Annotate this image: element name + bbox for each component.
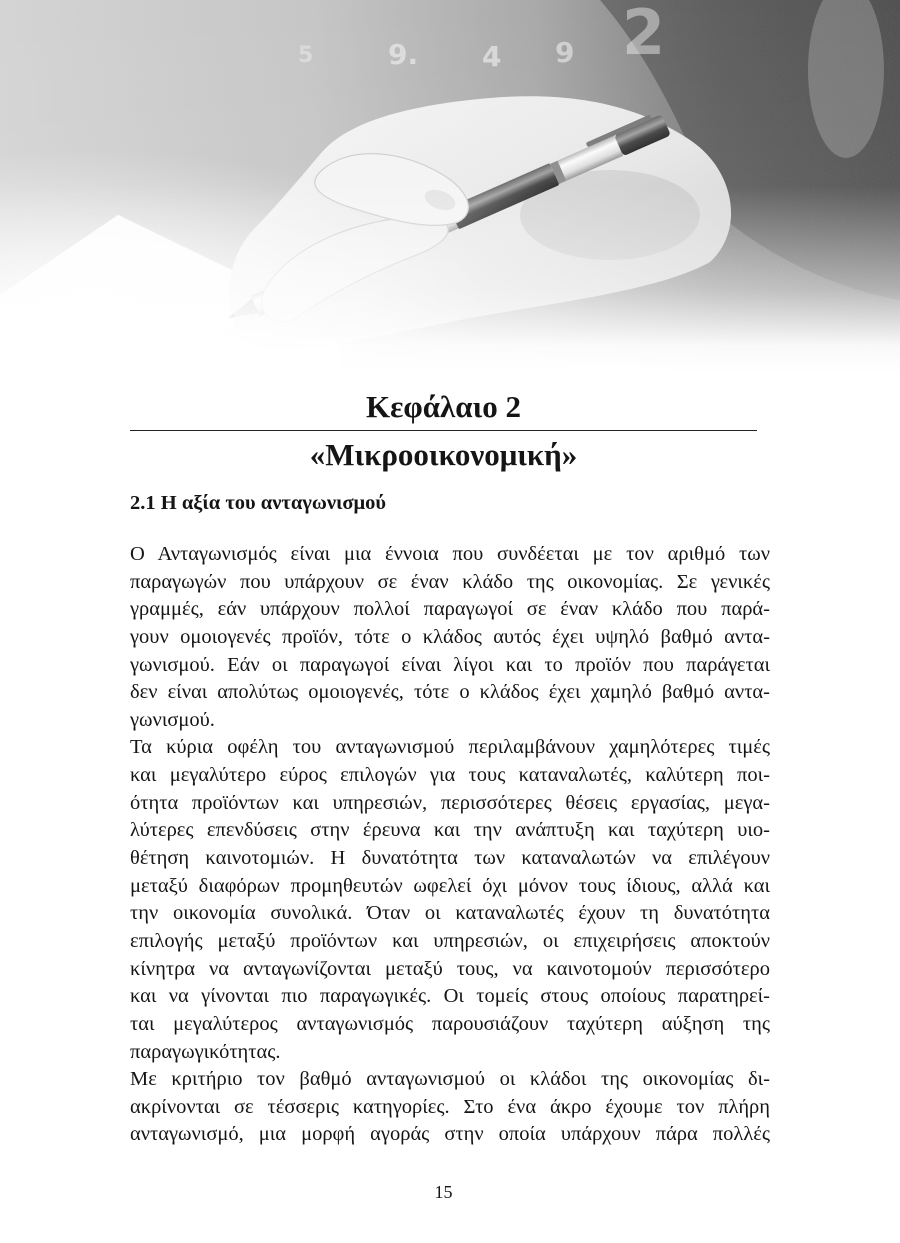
photo-left-glow bbox=[0, 0, 900, 372]
body-line: παραγωγών που υπάρχουν σε έναν κλάδο της οικονομίας. Σε γενικές bbox=[130, 570, 770, 593]
body-line: λύτερες επενδύσεις στην έρευνα και την ανάπτυξη και ταχύτερη υιο- bbox=[130, 819, 770, 842]
body-line: την οικονομία συνολικά. Όταν οι καταναλωτές έχουν τη δυνατότητα bbox=[130, 902, 770, 925]
chapter-subtitle: «Μικροοικονομική» bbox=[309, 437, 578, 472]
body-line: Ο Ανταγωνισμός είναι μια έννοια που συνδέεται με τον αριθμό των bbox=[130, 543, 770, 565]
body-line: γραμμές, εάν υπάρχουν πολλοί παραγωγοί σε έναν κλάδο που παρά- bbox=[130, 598, 770, 621]
body-line: ται μεγαλύτερος ανταγωνισμός παρουσιάζουν ταχύτερη αύξηση της bbox=[130, 1012, 770, 1035]
body-line: κίνητρα να ανταγωνίζονται μεταξύ τους, να καινοτομούν περισσότερο bbox=[130, 957, 770, 980]
body-line: γωνισμού. Εάν οι παραγωγοί είναι λίγοι και το προϊόν που παράγεται bbox=[130, 653, 770, 676]
body-line: θέτηση καινοτομιών. Η δυνατότητα των καταναλωτών να επιλέγουν bbox=[130, 847, 770, 870]
body-line: Με κριτήριο τον βαθμό ανταγωνισμού οι κλάδοι της οικονομίας δι- bbox=[130, 1068, 770, 1091]
body-line: ότητα προϊόντων και υπηρεσιών, περισσότερες θέσεις εργασίας, μεγα- bbox=[130, 791, 770, 814]
page-number: 15 bbox=[434, 1182, 453, 1202]
body-text bbox=[130, 541, 770, 1149]
paragraph bbox=[130, 734, 770, 1066]
body-line: δεν είναι απολύτως ομοιογενές, τότε ο κλάδος έχει χαμηλό βαθμό αντα- bbox=[130, 681, 770, 704]
body-line: μεταξύ διαφόρων προμηθευτών ωφελεί όχι μόνον τους ίδιους, αλλά και bbox=[130, 874, 770, 897]
chapter-title: Κεφάλαιο 2 bbox=[366, 389, 521, 424]
body-line: Τα κύρια οφέλη του ανταγωνισμού περιλαμβάνουν χαμηλότερες τιμές bbox=[130, 736, 770, 759]
body-line: παραγωγικότητας. bbox=[130, 1040, 281, 1063]
header-photo bbox=[0, 0, 900, 372]
body-line: γωνισμού. bbox=[130, 708, 215, 731]
body-line: και μεγαλύτερο εύρος επιλογών για τους καταναλωτές, καλύτερη ποι- bbox=[130, 764, 770, 787]
section-heading: 2.1 Η αξία του ανταγωνισμού bbox=[130, 492, 387, 514]
paragraph bbox=[130, 541, 770, 734]
body-line: επιλογής μεταξύ προϊόντων και υπηρεσιών, οι επιχειρήσεις αποκτούν bbox=[130, 929, 770, 952]
title-rule bbox=[130, 430, 757, 431]
body-line: ακρίνονται σε τέσσερις κατηγορίες. Στο ένα άκρο έχουμε τον πλήρη bbox=[130, 1095, 770, 1118]
body-line: και να γίνονται πιο παραγωγικές. Οι τομείς στους οποίους παρατηρεί- bbox=[130, 985, 770, 1008]
body-line: γουν ομοιογενές προϊόν, τότε ο κλάδος αυτός έχει υψηλό βαθμό αντα- bbox=[130, 625, 770, 648]
paragraph bbox=[130, 1066, 770, 1149]
body-line: ανταγωνισμό, μια μορφή αγοράς στην οποία υπάρχουν πάρα πολλές bbox=[130, 1123, 770, 1146]
